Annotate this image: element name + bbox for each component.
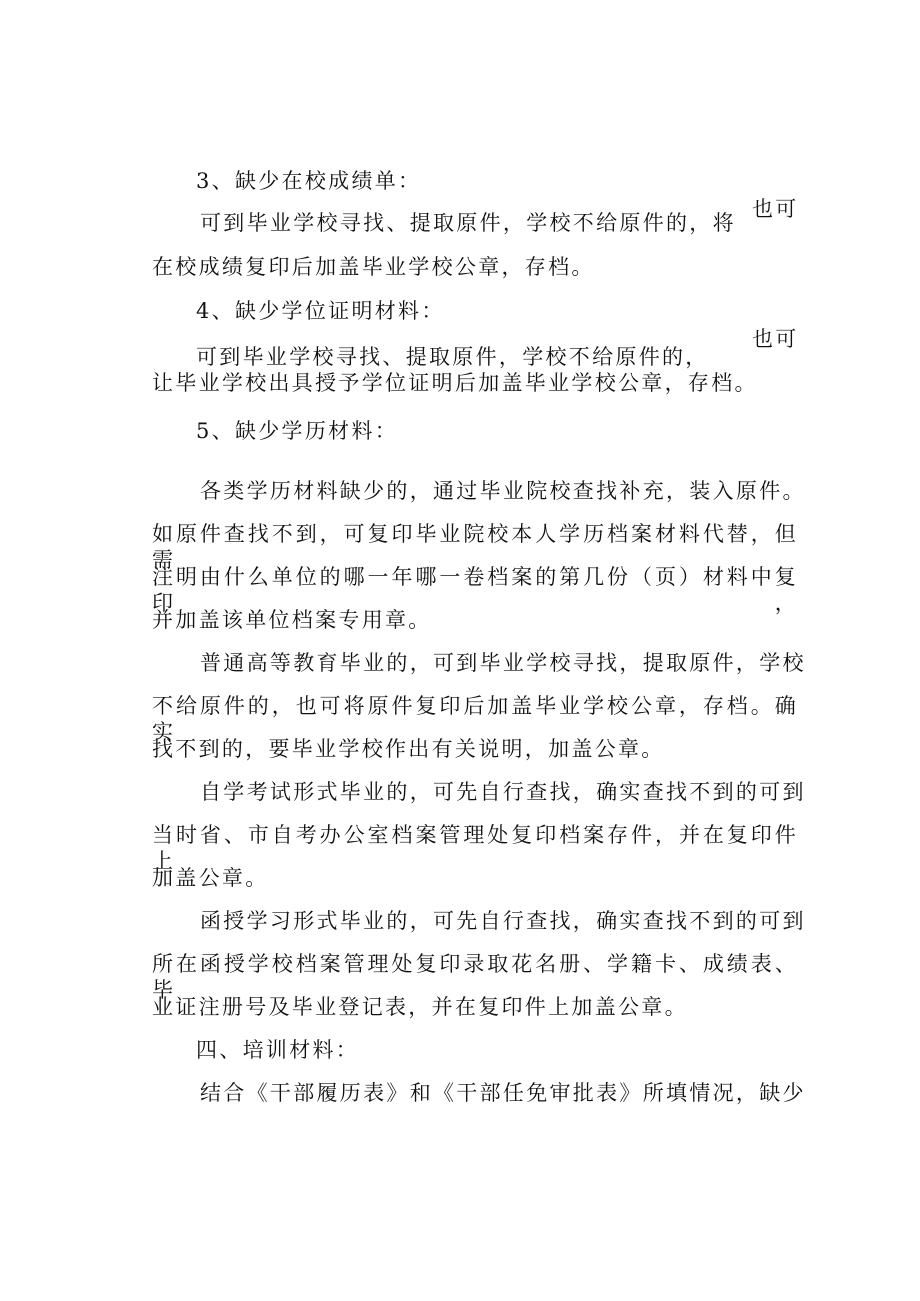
heading-training-materials: 四、培训材料：: [196, 1038, 360, 1062]
paragraph-line: 如原件查找不到，可复印毕业院校本人学历档案材料代替，但需: [152, 522, 798, 572]
clipped-line-container: [196, 344, 756, 369]
paragraph-line: 在校成绩复印后加盖毕业学校公章，存档。: [152, 255, 595, 279]
paragraph-fragment: 也可: [752, 197, 799, 221]
paragraph-line: 注明由什么单位的哪一年哪一卷档案的第几份（页）材料中复印，: [152, 565, 798, 615]
heading-missing-transcript: 3、缺少在校成绩单：: [196, 169, 422, 193]
paragraph-line: 普通高等教育毕业的，可到毕业学校寻找，提取原件，学校: [200, 651, 806, 675]
paragraph-line: 所在函授学校档案管理处复印录取花名册、学籍卡、成绩表、毕: [152, 952, 798, 1002]
paragraph-line: 当时省、市自考办公室档案管理处复印档案存件，并在复印件上: [152, 823, 798, 873]
paragraph-line-clipped: 可到毕业学校寻找、提取原件，学校不给原件的，: [196, 345, 709, 369]
paragraph-line: 可到毕业学校寻找、提取原件，学校不给原件的，将: [200, 211, 736, 235]
paragraph-line: 各类学历材料缺少的，通过毕业院校查找补充，装入原件。: [200, 479, 806, 503]
paragraph-line: 并加盖该单位档案专用章。: [152, 608, 432, 632]
paragraph-line: 自学考试形式毕业的，可先自行查找，确实查找不到的可到: [200, 780, 806, 804]
paragraph-line: 函授学习形式毕业的，可先自行查找，确实查找不到的可到: [200, 909, 806, 933]
heading-missing-education: 5、缺少学历材料：: [196, 419, 399, 443]
paragraph-fragment: 也可: [752, 327, 799, 351]
paragraph-line: 业证注册号及毕业登记表，并在复印件上加盖公章。: [152, 995, 688, 1019]
paragraph-line: 加盖公章。: [152, 866, 269, 890]
heading-missing-degree: 4、缺少学位证明材料：: [196, 299, 445, 323]
paragraph-line: 结合《干部履历表》和《干部任免审批表》所填情况，缺少: [200, 1081, 806, 1105]
paragraph-line: 不给原件的，也可将原件复印后加盖毕业学校公章，存档。确实: [152, 694, 798, 744]
paragraph-line: 找不到的，要毕业学校作出有关说明，加盖公章。: [152, 737, 665, 761]
paragraph-line: 让毕业学校出具授予学位证明后加盖毕业学校公章，存档。: [152, 371, 758, 395]
